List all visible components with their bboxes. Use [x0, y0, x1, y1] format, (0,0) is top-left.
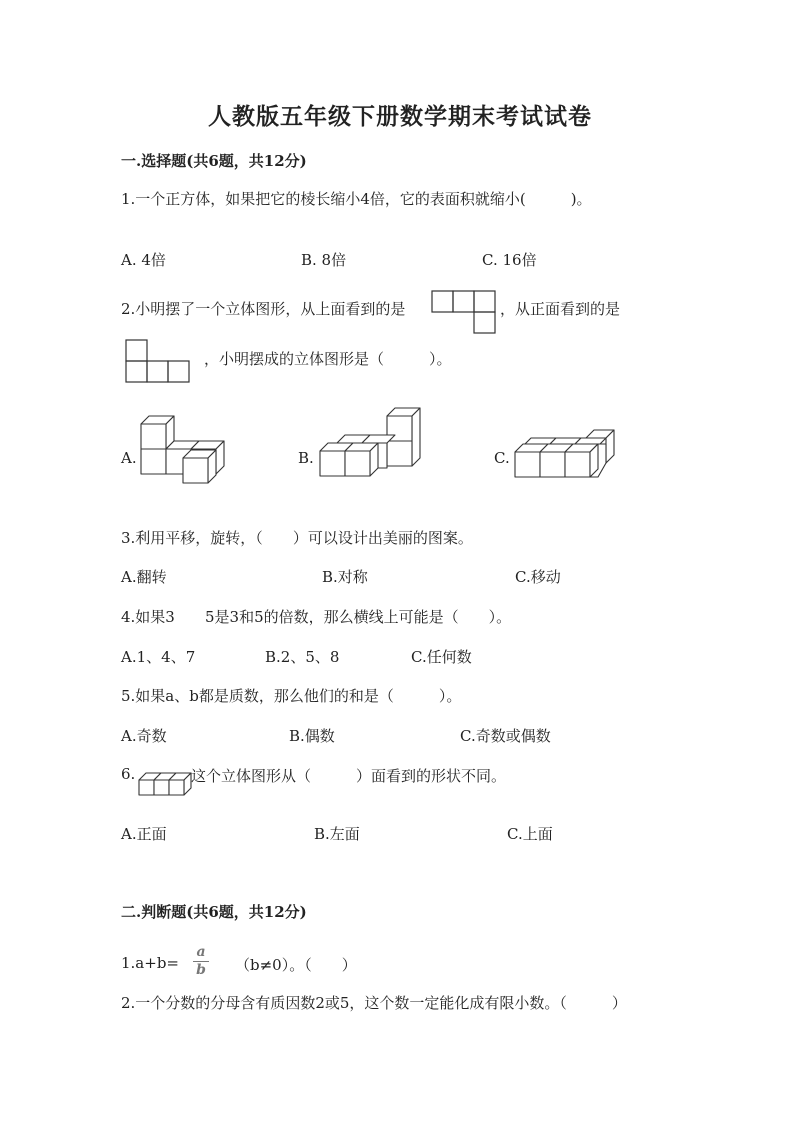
q1-2-option-c[interactable]: C. [494, 449, 510, 467]
option-a-cube-figure [140, 414, 230, 486]
cube-row-figure [138, 772, 192, 802]
q1-4-option-c[interactable]: C.任何数 [411, 648, 472, 666]
q1-1-option-b[interactable]: B. 8倍 [301, 251, 347, 269]
page-title: 人教版五年级下册数学期末考试试卷 [208, 103, 592, 130]
question-1-2-part-c: ，小明摆成的立体图形是（ ）。 [204, 350, 452, 368]
q1-6-option-c[interactable]: C.上面 [507, 825, 553, 843]
fraction-numerator: a [196, 944, 206, 960]
section-1-heading: 一.选择题(共6题，共12分) [121, 152, 307, 170]
option-c-cube-figure [513, 430, 617, 486]
question-2-2: 2.一个分数的分母含有质因数2或5，这个数一定能化成有限小数。（ ） [121, 994, 627, 1012]
question-1-3: 3.利用平移，旋转，（ ）可以设计出美丽的图案。 [121, 529, 473, 547]
question-1-4-part-a: 4.如果3 [121, 608, 175, 626]
question-2-1-part-a: 1.a+b= [121, 954, 179, 972]
question-1-6: 这个立体图形从（ ）面看到的形状不同。 [191, 767, 507, 785]
q1-6-option-b[interactable]: B.左面 [314, 825, 360, 843]
q1-5-option-a[interactable]: A.奇数 [121, 727, 167, 745]
option-b-cube-figure [318, 406, 424, 486]
question-1-4-part-b: 5是3和5的倍数，那么横线上可能是（ ）。 [205, 608, 512, 626]
q1-1-option-a[interactable]: A. 4倍 [121, 251, 166, 269]
question-1-1: 1.一个正方体，如果把它的棱长缩小4倍，它的表面积就缩小( )。 [121, 190, 592, 208]
q1-2-option-b[interactable]: B. [298, 449, 314, 467]
q1-5-option-c[interactable]: C.奇数或偶数 [460, 727, 551, 745]
q1-2-option-a[interactable]: A. [121, 449, 137, 467]
q1-4-option-b[interactable]: B.2、5、8 [265, 648, 340, 666]
section-2-heading: 二.判断题(共6题，共12分) [121, 903, 307, 921]
q1-5-option-b[interactable]: B.偶数 [289, 727, 335, 745]
q1-3-option-b[interactable]: B.对称 [322, 568, 368, 586]
question-2-1-part-b: （b≠0）。（ ） [235, 956, 357, 974]
q1-1-option-c[interactable]: C. 16倍 [482, 251, 537, 269]
fraction-denominator: b [196, 962, 206, 978]
q1-3-option-c[interactable]: C.移动 [515, 568, 561, 586]
q1-3-option-a[interactable]: A.翻转 [121, 568, 167, 586]
question-1-5: 5.如果a、b都是质数，那么他们的和是（ ）。 [121, 687, 462, 705]
front-view-figure [125, 339, 191, 384]
question-1-2-part-b: ，从正面看到的是 [500, 300, 621, 318]
question-1-2-part-a: 2.小明摆了一个立体图形，从上面看到的是 [121, 300, 406, 318]
fraction [193, 945, 209, 978]
q1-6-option-a[interactable]: A.正面 [121, 825, 167, 843]
question-1-6-number: 6. [121, 765, 136, 783]
top-view-figure [431, 290, 497, 334]
q1-4-option-a[interactable]: A.1、4、7 [121, 648, 196, 666]
